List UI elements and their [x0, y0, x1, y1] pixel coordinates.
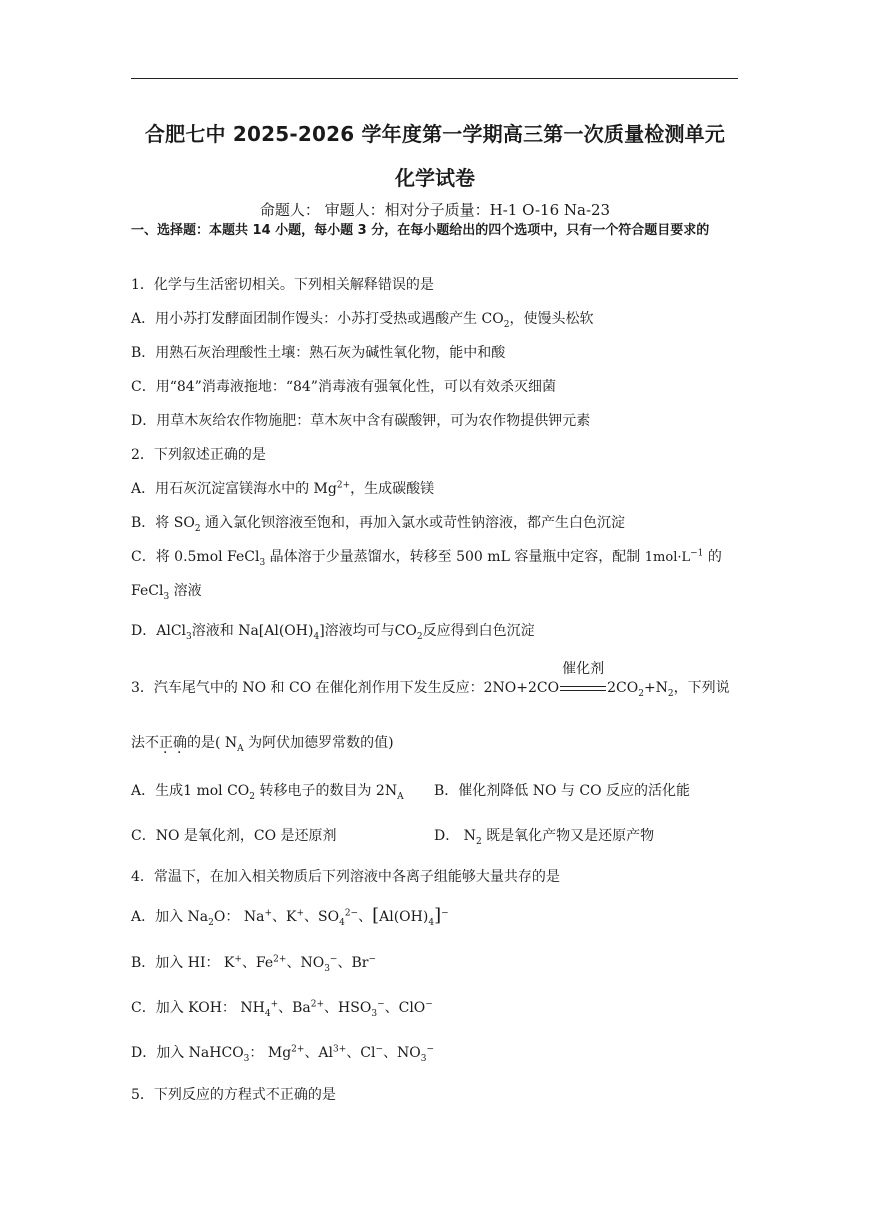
- exam-subtitle: 命题人： 审题人：相对分子质量：H-1 O-16 Na-23: [259, 201, 611, 219]
- top-rule: [131, 78, 738, 79]
- q4-option-b: B．加入 HI： K+、$Fe^{2+}$、$NO_3^-$、Br−: [131, 954, 376, 974]
- q2-stem: 2．下列叙述正确的是: [131, 447, 266, 463]
- q5-stem: 5．下列反应的方程式不正确的是: [131, 1087, 336, 1103]
- q4-option-c: C．加入 KOH： $NH_4^+$、$Ba^{2+}$、$HSO_3^-$、ClO−: [131, 999, 433, 1019]
- q4-option-d: D．加入 NaHCO$_3$： $Mg^{2+}$、$Al^{3+}$、Cl−、$NO_3^-$: [131, 1044, 435, 1064]
- q3-stem-cont: 法不正确的是( $N_A$ 为阿伏加德罗常数的值): [131, 735, 394, 754]
- q4-stem: 4．常温下，在加入相关物质后下列溶液中各离子组能够大量共存的是: [131, 869, 560, 885]
- q3-option-d: D． $N_2$ 既是氧化产物又是还原产物: [434, 828, 655, 847]
- section-heading: 一、选择题：本题共 14 小题，每小题 3 分，在每小题给出的四个选项中，只有一个符合题目要求的: [131, 223, 710, 238]
- exam-subject: 化学试卷: [395, 166, 475, 190]
- q3-stem: 3．汽车尾气中的 NO 和 CO 在催化剂作用下发生反应：2NO+2CO 催化剂 $2CO_2+N_2$，下列说: [131, 661, 730, 699]
- q3-option-c: C．NO 是氧化剂，CO 是还原剂: [131, 828, 337, 844]
- q3-option-b: B．催化剂降低 NO 与 CO 反应的活化能: [434, 783, 691, 799]
- q2-option-d: D．AlCl$_3$溶液和 $Na[Al(OH)_4]$溶液均可与$CO_2$反应得到白色沉淀: [131, 623, 535, 642]
- q2-option-c: C．将 0.5mol FeCl$_3$ 晶体溶于少量蒸馏水，转移至 500 mL 容量瓶中定容，配制 $1mol\cdot L^{-1}$ 的: [131, 548, 722, 568]
- q1-option-c: C．用“84”消毒液拖地：“84”消毒液有强氧化性，可以有效杀灭细菌: [131, 379, 556, 395]
- exam-title: 合肥七中 2025-2026 学年度第一学期高三第一次质量检测单元: [144, 122, 726, 146]
- q2-option-c-cont: FeCl$_3$ 溶液: [131, 583, 202, 602]
- q2-option-b: B．将 $SO_2$ 通入氯化钡溶液至饱和，再加入氯水或苛性钠溶液，都产生白色沉淀: [131, 515, 625, 534]
- q1-stem: 1．化学与生活密切相关。下列相关解释错误的是: [131, 277, 434, 293]
- q4-option-a: A．加入 $Na_2O$： Na+、K+、$SO_4^{2-}$、$[Al(OH)_4]^-$: [131, 905, 449, 928]
- q1-option-b: B．用熟石灰治理酸性土壤：熟石灰为碱性氧化物，能中和酸: [131, 345, 506, 361]
- q2-option-a: A．用石灰沉淀富镁海水中的 $Mg^{2+}$，生成碳酸镁: [131, 480, 435, 497]
- q3-option-a: A．生成1 mol $CO_2$ 转移电子的数目为 $2N_A$: [131, 783, 404, 802]
- catalyst-arrow: 催化剂: [559, 680, 607, 696]
- q1-option-d: D．用草木灰给农作物施肥：草木灰中含有碳酸钾，可为农作物提供钾元素: [131, 413, 591, 429]
- q1-option-a: A．用小苏打发酵面团制作馒头：小苏打受热或遇酸产生 $CO_2$，使馒头松软: [131, 311, 594, 330]
